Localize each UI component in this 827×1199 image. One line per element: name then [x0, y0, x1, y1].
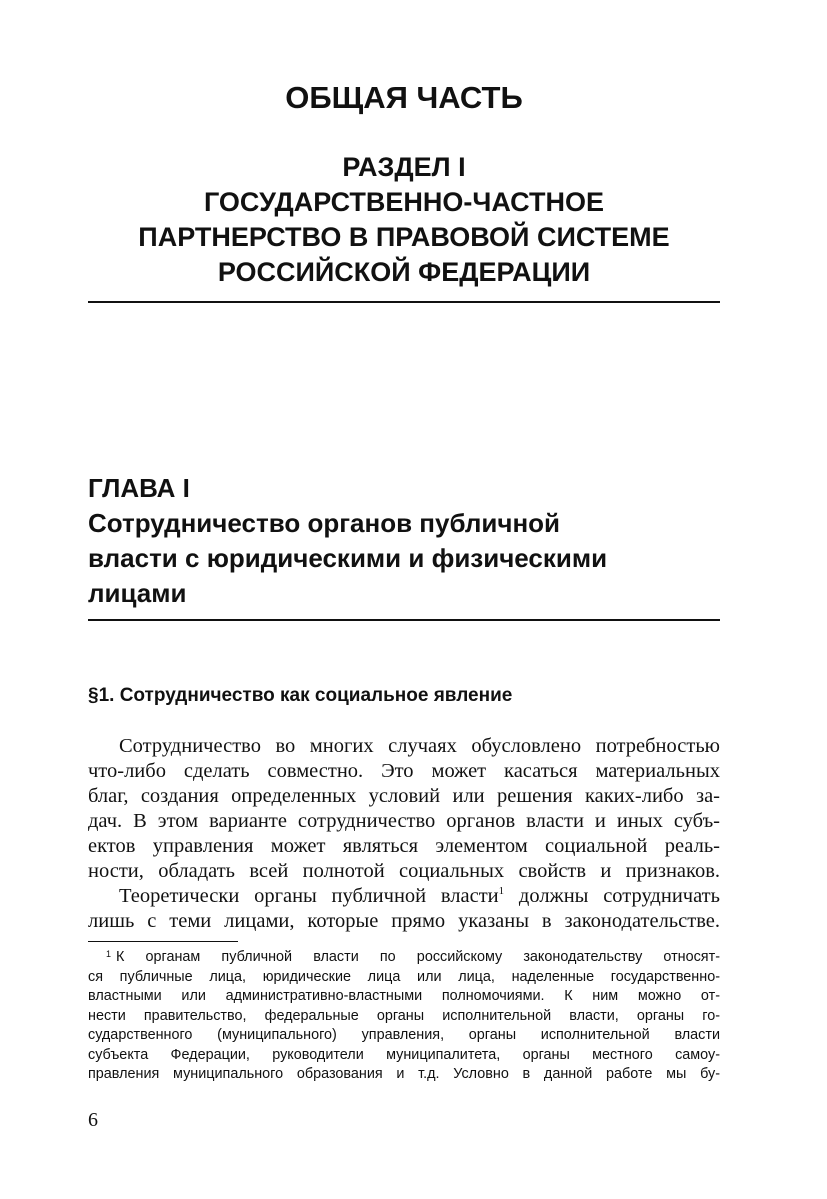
- chapter-number: ГЛАВА I: [88, 473, 190, 503]
- body-line: лишь с теми лицами, которые прямо указаны в законодательстве.: [88, 910, 720, 932]
- footnote-reference: 1: [498, 885, 505, 897]
- part-title: ОБЩАЯ ЧАСТЬ: [285, 80, 523, 115]
- body-line: Сотрудничество во многих случаях обусловлено потребностью: [119, 735, 720, 757]
- section-title-line: РОССИЙСКОЙ ФЕДЕРАЦИИ: [217, 257, 591, 287]
- chapter-title-line: власти с юридическими и физическими: [88, 543, 608, 573]
- section-heading: [88, 150, 720, 290]
- footnote: [88, 948, 720, 1085]
- section-title-line: ПАРТНЕРСТВО В ПРАВОВОЙ СИСТЕМЕ: [138, 222, 670, 252]
- footnote-separator: [88, 941, 238, 942]
- chapter-title-line: Сотрудничество органов публичной: [88, 508, 561, 538]
- chapter-title-line: лицами: [88, 578, 187, 608]
- footnote-line: [88, 948, 720, 968]
- footnote-line: нести правительство, федеральные органы исполнительной власти, органы го-: [88, 1007, 720, 1024]
- body-line-part: должны сотрудничать: [518, 885, 720, 907]
- body-line: что-либо сделать совместно. Это может касаться материальных: [88, 760, 720, 782]
- footnote-line: властными или административно-властными полномочиями. К ним можно от-: [88, 988, 720, 1004]
- body-line: ности, обладать всей полнотой социальных свойств и признаков.: [88, 860, 720, 882]
- chapter-divider: [88, 619, 720, 621]
- body-text: [88, 734, 720, 934]
- footnote-line: сударственного (муниципального) управления, органы исполнительной власти: [88, 1027, 720, 1043]
- section-title-line: ГОСУДАРСТВЕННО-ЧАСТНОЕ: [203, 187, 605, 217]
- body-line-part: Теоретически органы публичной власти: [119, 885, 499, 907]
- chapter-heading: [88, 471, 728, 611]
- footnote-line-text: К органам публичной власти по российскому законодательству относят-: [116, 949, 720, 965]
- footnote-line: субъекта Федерации, руководители муниципалитета, органы местного самоу-: [88, 1046, 720, 1063]
- page-number: 6: [88, 1109, 98, 1131]
- section-divider: [88, 301, 720, 303]
- body-line: благ, создания определенных условий или решения каких-либо за-: [88, 785, 720, 807]
- paragraph-heading: §1. Сотрудничество как социальное явление: [88, 685, 513, 706]
- body-line: дач. В этом варианте сотрудничество органов власти и иных субъ-: [88, 810, 720, 832]
- footnote-line: ся публичные лица, юридические лица или лица, наделенные государственно-: [88, 968, 720, 985]
- body-line: [88, 884, 720, 909]
- footnote-marker: 1: [106, 949, 112, 959]
- footnote-line: правления муниципального образования и т.д. Условно в данной работе мы бу-: [88, 1066, 720, 1082]
- body-line: ектов управления может являться элементом социальной реаль-: [88, 835, 720, 857]
- section-number: РАЗДЕЛ I: [342, 152, 466, 182]
